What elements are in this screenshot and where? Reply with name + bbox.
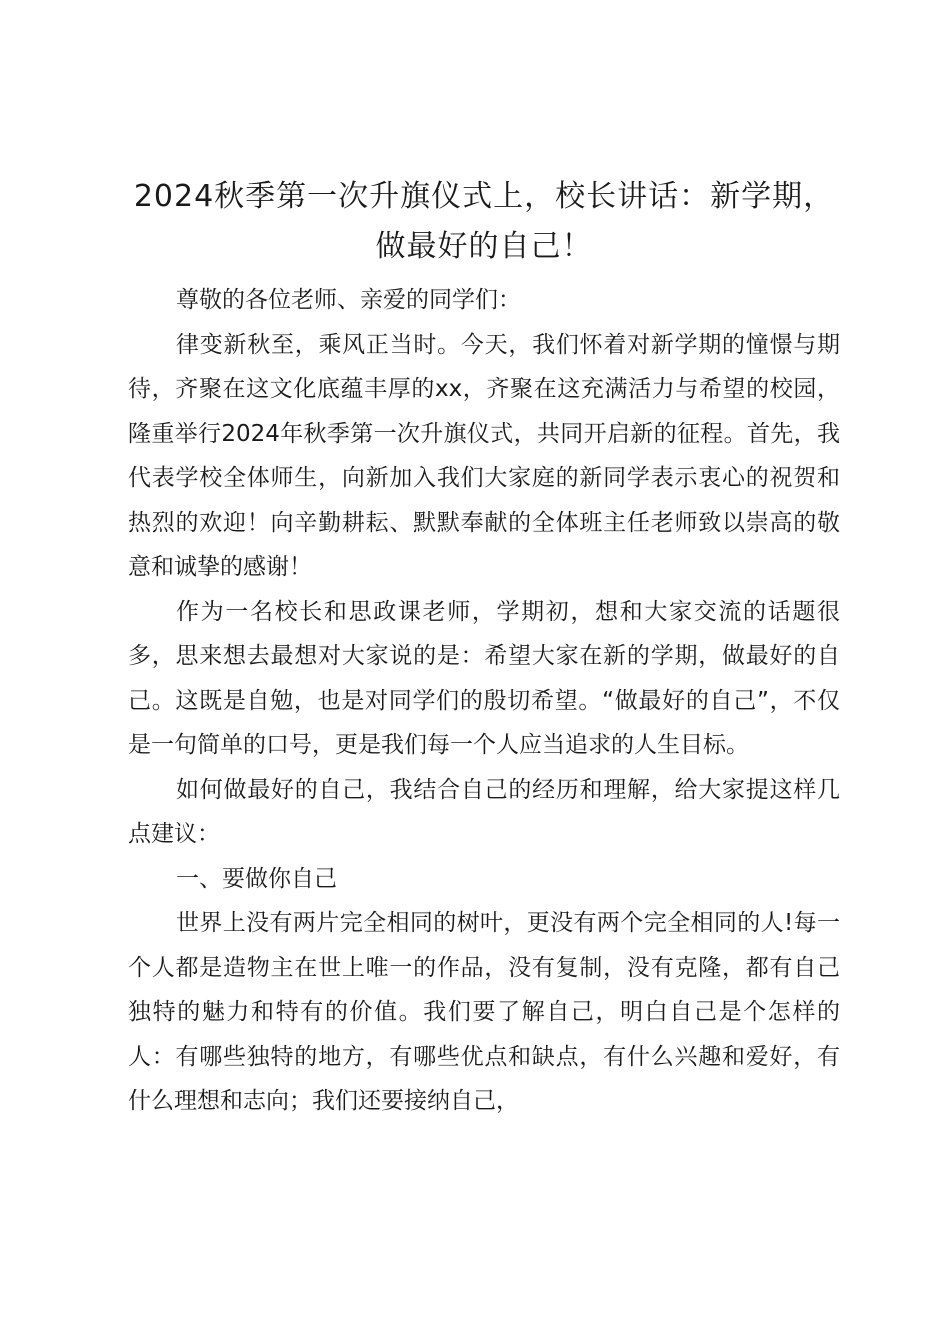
suggestion-intro-paragraph: 如何做最好的自己，我结合自己的经历和理解，给大家提这样几点建议： xyxy=(128,776,840,847)
document-title: 2024秋季第一次升旗仪式上，校长讲话：新学期，做最好的自己！ xyxy=(133,179,835,264)
salutation-paragraph: 尊敬的各位老师、亲爱的同学们： xyxy=(176,287,521,313)
section-heading: 一、要做你自己 xyxy=(176,865,337,892)
document-body xyxy=(128,172,840,1124)
section-body-paragraph: 世界上没有两片完全相同的树叶，更没有两个完全相同的人!每一个人都是造物主在世上唯一的作品，没有复制，没有克隆，都有自己独特的魅力和特有的价值。我们要了解自己，明白自己是个怎样的人：有哪些独特的地方，有哪些优点和缺点，有什么兴趣和爱好，有什么理想和志向；我们还要接纳自己， xyxy=(128,910,840,1114)
opening-paragraph: 律变新秋至，乘风正当时。今天，我们怀着对新学期的憧憬与期待，齐聚在这文化底蕴丰厚的xx，齐聚在这充满活力与希望的校园，隆重举行2024年秋季第一次升旗仪式，共同开启新的征程。首先，我代表学校全体师生，向新加入我们大家庭的新同学表示衷心的祝贺和热烈的欢迎！向辛勤耕耘、默默奉献的全体班主任老师致以崇高的敬意和诚挚的感谢！ xyxy=(128,331,840,580)
theme-paragraph: 作为一名校长和思政课老师，学期初，想和大家交流的话题很多，思来想去最想对大家说的是：希望大家在新的学期，做最好的自己。这既是自勉，也是对同学们的殷切希望。“做最好的自己”，不仅是一句简单的口号，更是我们每一个人应当追求的人生目标。 xyxy=(128,598,840,758)
